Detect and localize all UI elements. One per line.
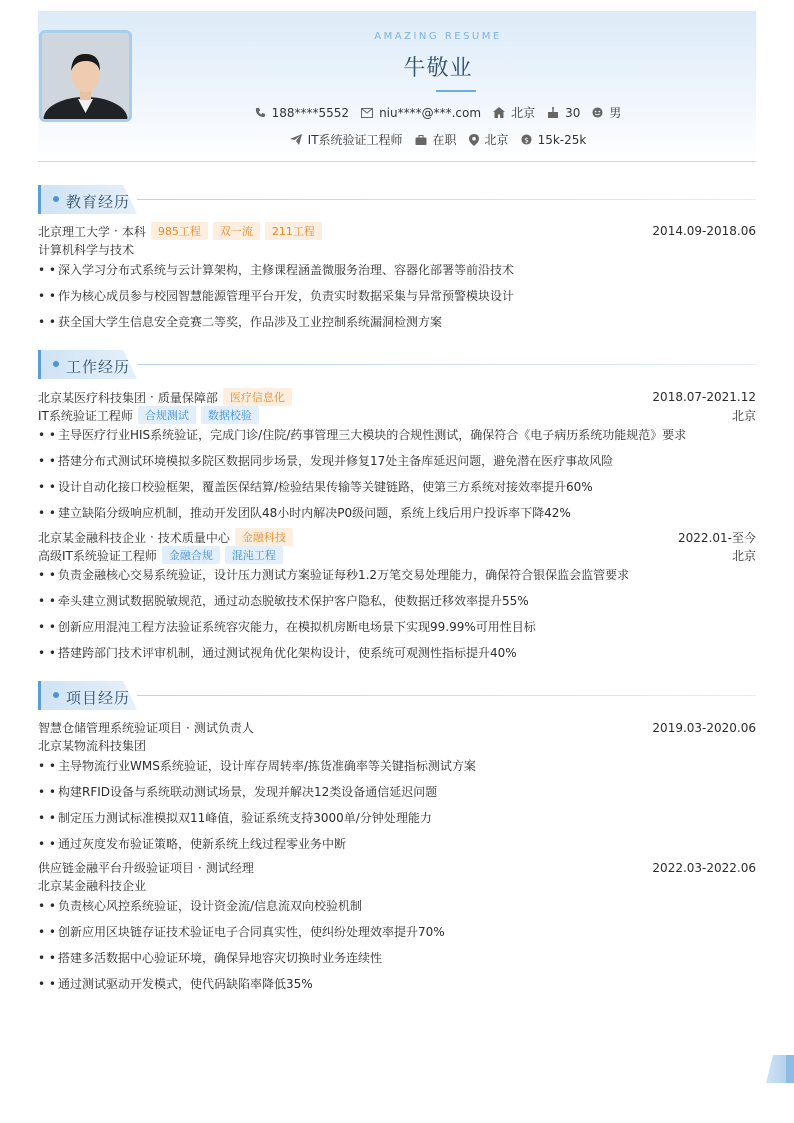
job-role-row — [38, 546, 756, 564]
section-dot — [53, 692, 59, 698]
skill-tag: 金融合规 — [162, 546, 220, 564]
education-title: 教育经历 — [66, 193, 131, 211]
section-divider — [137, 695, 756, 696]
list-item: • • 制定压力测试标准模拟双11峰值，验证系统支持3000单/分钟处理能力 — [38, 811, 432, 825]
job-city: 北京 — [731, 548, 756, 563]
job-city: 北京 — [731, 408, 756, 423]
briefcase-icon — [415, 135, 427, 145]
info-status — [415, 131, 457, 148]
cake-icon — [547, 107, 559, 118]
resume-subtitle: AMAZING RESUME — [374, 31, 502, 42]
home-text: 北京 — [511, 106, 536, 120]
info-email — [361, 106, 481, 120]
company-name: 北京某金融科技企业 — [38, 530, 147, 545]
department: 技术质量中心 — [157, 530, 230, 545]
city-text: 北京 — [484, 133, 509, 147]
job-intent-row — [38, 131, 756, 148]
project-org-row — [38, 737, 756, 754]
major-row — [38, 241, 756, 258]
list-item: • • 作为核心成员参与校园智慧能源管理平台开发，负责实时数据采集与异常预警模块设计 — [38, 289, 514, 303]
info-age — [547, 106, 580, 120]
work-title: 工作经历 — [66, 358, 131, 376]
section-dot — [53, 196, 59, 202]
company-name: 北京某医疗科技集团 — [38, 390, 147, 405]
project-role: 测试负责人 — [193, 721, 254, 735]
education-section-header — [38, 185, 756, 215]
list-item: • • 创新应用区块链存证技术验证电子合同真实性，使纠纷处理效率提升70% — [38, 925, 445, 939]
salary-text: 15k-25k — [537, 132, 587, 147]
industry-tag: 金融科技 — [235, 528, 293, 546]
separator: · — [150, 390, 154, 404]
school-tag: 211工程 — [265, 222, 322, 240]
list-item: • • 主导医疗行业HIS系统验证，完成门诊/住院/药事管理三大模块的合规性测试，确保符合《电子病历系统功能规范》要求 — [38, 428, 687, 442]
age-text: 30 — [565, 105, 581, 120]
job-role: 高级IT系统验证工程师 — [38, 548, 157, 563]
industry-tag: 医疗信息化 — [223, 388, 292, 406]
job-date: 2022.01-至今 — [678, 530, 756, 545]
separator: · — [198, 860, 202, 875]
school-name: 北京理工大学 — [38, 224, 111, 239]
mail-icon — [361, 108, 373, 118]
major: 计算机科学与技术 — [38, 243, 135, 257]
job-date: 2018.07-2021.12 — [652, 390, 756, 404]
list-item: • • 搭建多活数据中心验证环境，确保异地容灾切换时业务连续性 — [38, 951, 382, 965]
list-item: • • 负责金融核心交易系统验证，设计压力测试方案验证每秒1.2万笔交易处理能力，确保符合银保监会监管要求 — [38, 568, 630, 582]
section-dot — [53, 361, 59, 367]
status-text: 在职 — [432, 133, 457, 147]
education-date: 2014.09-2018.06 — [652, 224, 756, 238]
job-role: IT系统验证工程师 — [38, 408, 133, 423]
list-item: • • 获全国大学生信息安全竞赛二等奖，作品涉及工业控制系统漏洞检测方案 — [38, 315, 442, 329]
project-date: 2022.03-2022.06 — [652, 860, 756, 875]
project-entry — [38, 859, 756, 876]
separator: · — [186, 720, 190, 735]
send-icon — [290, 134, 302, 145]
info-city — [469, 131, 509, 148]
list-item: • • 设计自动化接口校验框架，覆盖医保结算/检验结果传输等关键链路，使第三方系统对接效率提升60% — [38, 480, 593, 494]
info-gender — [592, 104, 621, 121]
projects-section-header — [38, 681, 756, 711]
list-item: • • 搭建分布式测试环境模拟多院区数据同步场景，发现并修复17处主备库延迟问题，避免潜在医疗事故风险 — [38, 454, 614, 468]
home-icon — [493, 107, 505, 118]
location-icon — [469, 134, 479, 146]
separator: · — [150, 530, 154, 544]
skill-tag: 数据校验 — [201, 406, 259, 424]
phone-text: 188****5552 — [271, 105, 350, 120]
list-item: • • 构建RFID设备与系统联动测试场景，发现并解决12类设备通信延迟问题 — [38, 785, 438, 799]
project-org: 北京某金融科技企业 — [38, 879, 147, 893]
skill-tag: 混沌工程 — [225, 546, 283, 564]
list-item: • • 牵头建立测试数据脱敏规范，通过动态脱敏技术保护客户隐私，使数据迁移效率提升55% — [38, 594, 529, 608]
project-date: 2019.03-2020.06 — [652, 720, 756, 735]
list-item: • • 深入学习分布式系统与云计算架构，主修课程涵盖微服务治理、容器化部署等前沿技术 — [38, 263, 514, 277]
info-salary — [521, 133, 587, 147]
list-item: • • 创新应用混沌工程方法验证系统容灾能力，在模拟机房断电场景下实现99.99%可用性目标 — [38, 620, 536, 634]
project-name: 智慧仓储管理系统验证项目 — [38, 721, 183, 735]
list-item: • • 主导物流行业WMS系统验证，设计库存周转率/拣货准确率等关键指标测试方案 — [38, 759, 476, 773]
project-org: 北京某物流科技集团 — [38, 739, 147, 753]
position-text: IT系统验证工程师 — [307, 133, 403, 147]
project-role: 测试经理 — [205, 861, 254, 875]
info-position — [290, 131, 403, 148]
resume-header — [38, 11, 756, 162]
separator: · — [114, 224, 118, 238]
section-divider — [137, 364, 756, 365]
project-name: 供应链金融平台升级验证项目 — [38, 861, 195, 875]
list-item: • • 负责核心风控系统验证，设计资金流/信息流双向校验机制 — [38, 899, 363, 913]
candidate-name: 牛敬业 — [403, 56, 473, 81]
info-home — [493, 104, 535, 121]
phone-icon — [255, 107, 266, 118]
job-role-row — [38, 406, 756, 424]
list-item: • • 通过灰度发布验证策略，使新系统上线过程零业务中断 — [38, 837, 346, 851]
education-entry — [38, 222, 756, 240]
page-corner-bar — [786, 1055, 794, 1083]
list-item: • • 通过测试驱动开发模式，使代码缺陷率降低35% — [38, 977, 313, 991]
list-item: • • 搭建跨部门技术评审机制，通过测试视角优化架构设计，使系统可观测性指标提升40% — [38, 646, 517, 660]
info-phone — [255, 106, 349, 120]
name-underline — [436, 90, 476, 92]
section-divider — [137, 199, 756, 200]
school-tag: 双一流 — [213, 222, 260, 240]
skill-tag: 合规测试 — [138, 406, 196, 424]
project-entry — [38, 719, 756, 736]
email-text: niu****@***.com — [379, 105, 482, 120]
projects-title: 项目经历 — [66, 689, 131, 707]
job-entry — [38, 528, 756, 546]
school-tag: 985工程 — [151, 222, 208, 240]
work-section-header — [38, 350, 756, 380]
gender-icon — [592, 107, 603, 118]
contact-row — [38, 104, 756, 121]
list-item: • • 建立缺陷分级响应机制，推动开发团队48小时内解决P0级问题，系统上线后用户投诉率下降42% — [38, 506, 571, 520]
degree: 本科 — [121, 224, 146, 239]
gender-text: 男 — [609, 106, 622, 120]
job-entry — [38, 388, 756, 406]
project-org-row — [38, 877, 756, 894]
money-icon — [521, 134, 532, 145]
department: 质量保障部 — [157, 390, 218, 405]
svg-text:$: $ — [523, 135, 529, 145]
